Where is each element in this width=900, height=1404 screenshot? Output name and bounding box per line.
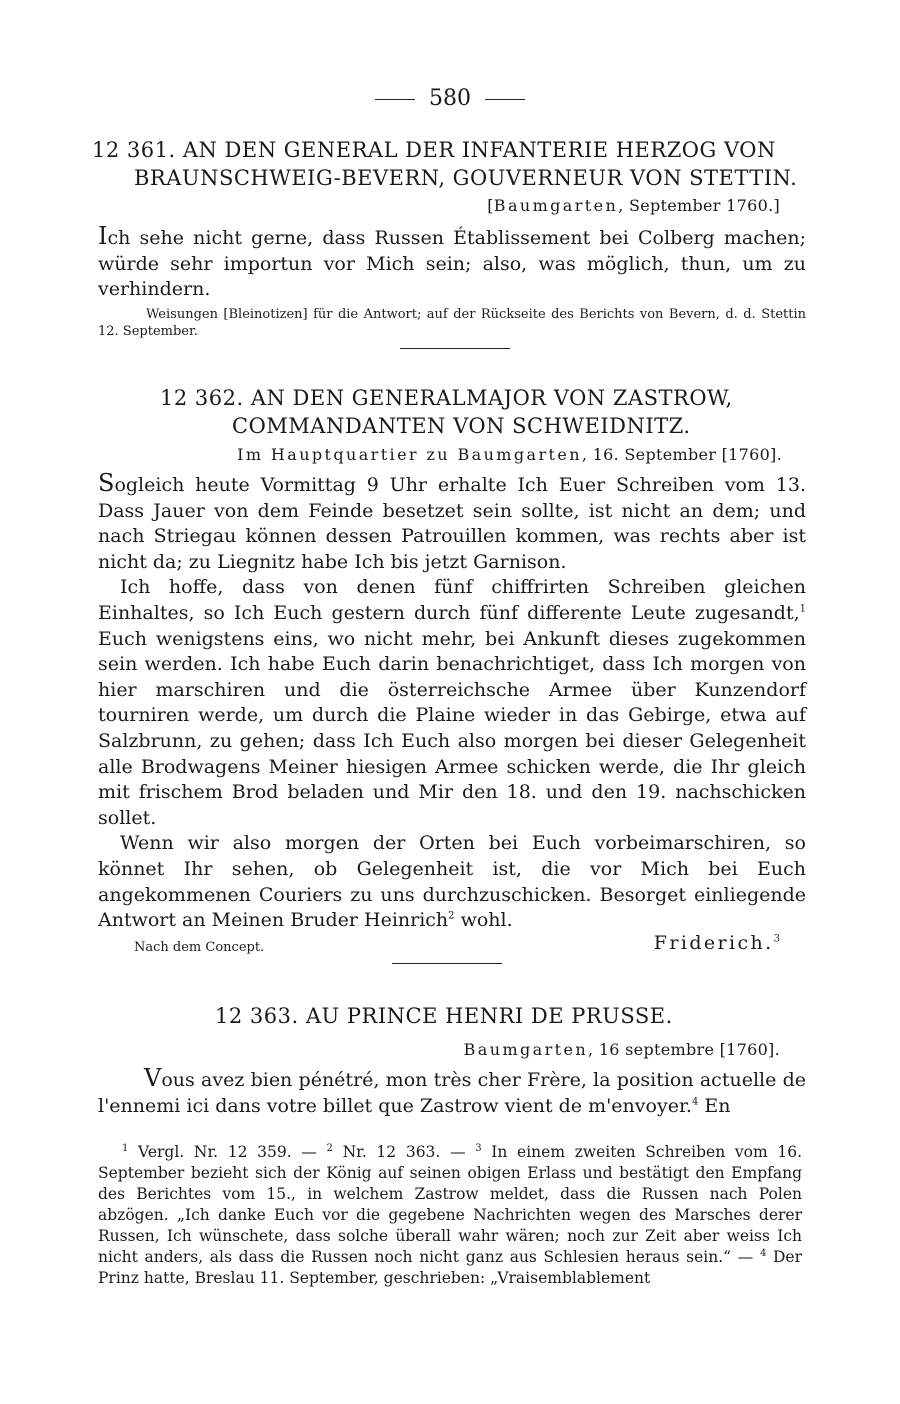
doc2-place-name: Im Hauptquartier zu Baumgarten xyxy=(237,445,582,464)
footnote-2: Nr. 12 363. — xyxy=(332,1143,476,1161)
doc1-text: Ich sehe nicht gerne, dass Russen Établissement bei Colberg machen; würde sehr importun vor Mich sein; also, was möglich, thun, um zu verhindern. xyxy=(98,222,806,301)
footnote-4: Der Prinz hatte, Breslau 11. September, geschrieben: „Vraisemblablement xyxy=(98,1248,803,1287)
footnotes-text xyxy=(98,1142,802,1289)
footnote-ref-4: 4 xyxy=(691,1096,699,1108)
footnote-marker-4: 4 xyxy=(759,1247,767,1259)
doc2-paragraph-2a: Ich hoffe, dass von denen fünf chiffrirten Schreiben gleichen Einhaltes, so Ich Euch gestern durch fünf differente Leute zugesandt, xyxy=(98,576,806,624)
doc2-paragraph-3 xyxy=(98,831,806,933)
doc2-paragraph-2b: Euch wenigstens eins, wo nicht mehr, bei Ankunft dieses zugekommen sein werden. Ich habe Euch darin benachrichtiget, dass Ich morgen von hier marschiren und die österreichsche Armee über Kunzendorf tourniren werde, um durch die Plaine wieder in das Gebirge, etwa auf Salzbrunn, zu gehen; dass Ich Euch also morgen bei dieser Gelegenheit alle Brodwagens Meiner hiesigen Armee schicken werde, die Ihr gleich mit frischem Brod beladen und Mir den 18. und den 19. nachschicken sollet. xyxy=(98,627,806,829)
doc3-paragraph-1 xyxy=(98,1066,806,1119)
footnote-3: In einem zweiten Schreiben vom 16. September bezieht sich der König auf seinen obigen Erlass und bestätigt den Empfang des Berichtes vom 15., in welchem Zastrow meldet, dass die Russen nach Polen abzögen. „Ich danke Euch vor die gegebene Nachrichten wegen des Marsches derer Russen, Ich wünschete, dass solche überall wahr wären; noch zur Zeit aber weiss Ich nicht anders, als dass die Russen noch nicht ganz aus Schlesien heraus sein.“ — xyxy=(98,1143,802,1266)
footnote-ref-1: 1 xyxy=(799,603,806,615)
doc2-paragraph-2 xyxy=(98,575,806,831)
doc3-heading-text: AU PRINCE HENRI DE PRUSSE. xyxy=(305,1004,673,1028)
doc3-place-date xyxy=(464,1040,780,1059)
doc1-number: 12 361. xyxy=(92,138,176,162)
doc1-place-name: Baumgarten xyxy=(493,196,619,215)
footnote-ref-3: 3 xyxy=(773,933,780,945)
page-number: 580 xyxy=(0,86,900,111)
footnote-1: Vergl. Nr. 12 359. — xyxy=(128,1143,327,1161)
doc2-place-date xyxy=(237,445,782,464)
doc2-paragraph-3b: wohl. xyxy=(454,909,513,932)
footnotes xyxy=(98,1142,802,1289)
doc2-signature-block xyxy=(654,932,780,954)
doc1-heading xyxy=(92,136,812,192)
doc2-paragraph-3a: Wenn wir also morgen der Orten bei Euch vorbeimarschiren, so könnet Ihr sehen, ob Gelegenheit ist, die vor Mich bei Euch angekommenen Couriers zu uns durchzuschicken. Besorget einliegende Antwort an Meinen Bruder Heinrich xyxy=(98,832,806,932)
doc1-heading-line1: AN DEN GENERAL DER INFANTERIE HERZOG VON xyxy=(182,138,776,162)
footnote-marker-3: 3 xyxy=(475,1142,482,1154)
doc1-place-date: [Baumgarten, September 1760.] xyxy=(487,196,780,215)
doc3-number: 12 363. xyxy=(215,1004,299,1028)
doc3-body xyxy=(98,1066,806,1119)
doc2-date: , 16. September [1760]. xyxy=(581,445,782,464)
doc3-paragraph-1a: Vous avez bien pénétré, mon très cher Frère, la position actuelle de l'ennemi ici dans votre billet que Zastrow vient de m'envoyer. xyxy=(98,1064,806,1117)
doc1-body xyxy=(98,224,806,303)
separator-rule xyxy=(392,963,502,964)
doc2-paragraph-1: Sogleich heute Vormittag 9 Uhr erhalte Ich Euer Schreiben vom 13. Dass Jauer von dem Feinde besetzet sein sollte, ist nicht an dem; und nach Striegau können dessen Patrouillen kommen, was rechts aber ist nicht da; zu Liegnitz habe Ich bis jetzt Garnison. xyxy=(98,469,806,573)
footnote-ref-2: 2 xyxy=(448,910,455,922)
doc2-heading-line1: AN DEN GENERALMAJOR VON ZASTROW, xyxy=(250,386,733,410)
doc2-signature: Friderich. xyxy=(653,932,774,954)
separator-rule xyxy=(400,348,510,349)
footnote-marker-2: 2 xyxy=(326,1142,333,1154)
doc2-heading-line2: COMMANDANTEN VON SCHWEIDNITZ. xyxy=(232,414,691,438)
footnote-marker-1: 1 xyxy=(122,1142,129,1154)
doc2-number: 12 362. xyxy=(160,386,244,410)
doc3-heading xyxy=(215,1002,673,1030)
doc2-body xyxy=(98,471,806,934)
doc1-note: Weisungen [Bleinotizen] für die Antwort; auf der Rückseite des Berichts von Bevern, d. d. Stettin 12. September. xyxy=(98,307,806,339)
doc2-source: Nach dem Concept. xyxy=(134,940,265,955)
doc1-date: , September 1760. xyxy=(618,196,774,215)
doc1-heading-line2: BRAUNSCHWEIG-BEVERN, GOUVERNEUR VON STETTIN. xyxy=(134,166,798,190)
doc3-place-name: Baumgarten xyxy=(463,1040,589,1059)
doc3-paragraph-1b: En xyxy=(698,1094,731,1117)
doc2-heading xyxy=(160,384,800,440)
doc3-date: , 16 septembre [1760]. xyxy=(588,1040,780,1059)
